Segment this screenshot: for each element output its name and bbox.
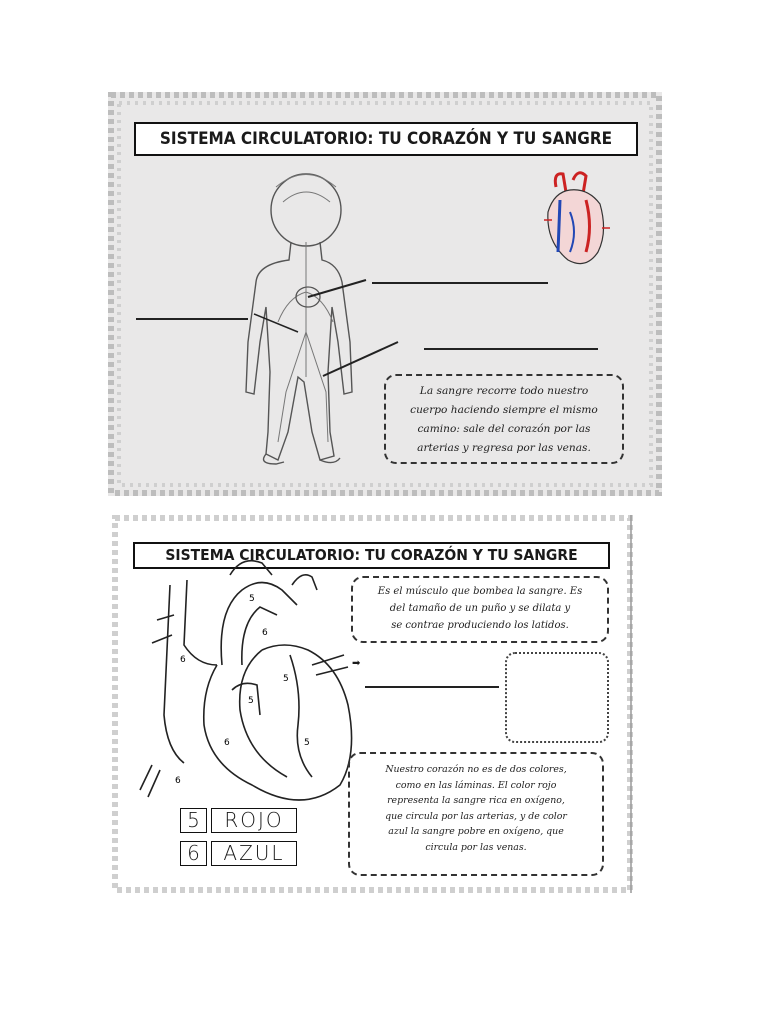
heart-number: 5 — [248, 696, 254, 706]
legend-row-blue — [180, 841, 297, 866]
info-line: camino: sale del corazón por las — [417, 423, 591, 435]
worksheet-1 — [108, 92, 662, 496]
note-line: como en las láminas. El color rojo — [395, 779, 557, 791]
worksheet-2 — [112, 515, 633, 893]
heart-number: 6 — [175, 776, 181, 786]
heart-number: 5 — [304, 738, 310, 748]
legend-row-red — [180, 808, 297, 833]
page-title: SISTEMA CIRCULATORIO: TU CORAZÓN Y TU SANGRE — [134, 122, 638, 156]
drawing-box[interactable] — [505, 652, 609, 743]
heart-number: 5 — [283, 674, 289, 684]
definition-line: Es el músculo que bombea la sangre. Es — [377, 586, 583, 597]
heart-number: 5 — [249, 594, 255, 604]
legend-color-name: ROJO — [211, 808, 297, 833]
answer-line[interactable] — [365, 686, 499, 688]
info-box — [384, 374, 624, 464]
note-line: azul la sangre pobre en oxígeno, que — [388, 826, 564, 837]
info-line: arterias y regresa por las venas. — [417, 442, 591, 454]
definition-line: se contrae produciendo los latidos. — [391, 620, 569, 631]
note-box — [348, 752, 604, 876]
legend-color-name: AZUL — [211, 841, 297, 866]
legend-number: 5 — [180, 808, 207, 833]
note-line: circula por las venas. — [425, 841, 527, 853]
note-line: representa la sangre rica en oxígeno, — [387, 795, 565, 806]
heart-number: 6 — [262, 628, 268, 638]
heart-number: 6 — [180, 655, 186, 665]
info-line: La sangre recorre todo nuestro — [419, 385, 589, 397]
legend-number: 6 — [180, 841, 207, 866]
note-line: que circula por las arterias, y de color — [385, 810, 567, 822]
info-line: cuerpo haciendo siempre el mismo — [410, 404, 598, 416]
page-title: SISTEMA CIRCULATORIO: TU CORAZÓN Y TU SANGRE — [133, 542, 610, 569]
definition-line: del tamaño de un puño y se dilata y — [389, 603, 571, 614]
note-line: Nuestro corazón no es de dos colores, — [385, 764, 567, 775]
arrow-icon: ➡ — [352, 658, 361, 669]
heart-number: 6 — [224, 738, 230, 748]
